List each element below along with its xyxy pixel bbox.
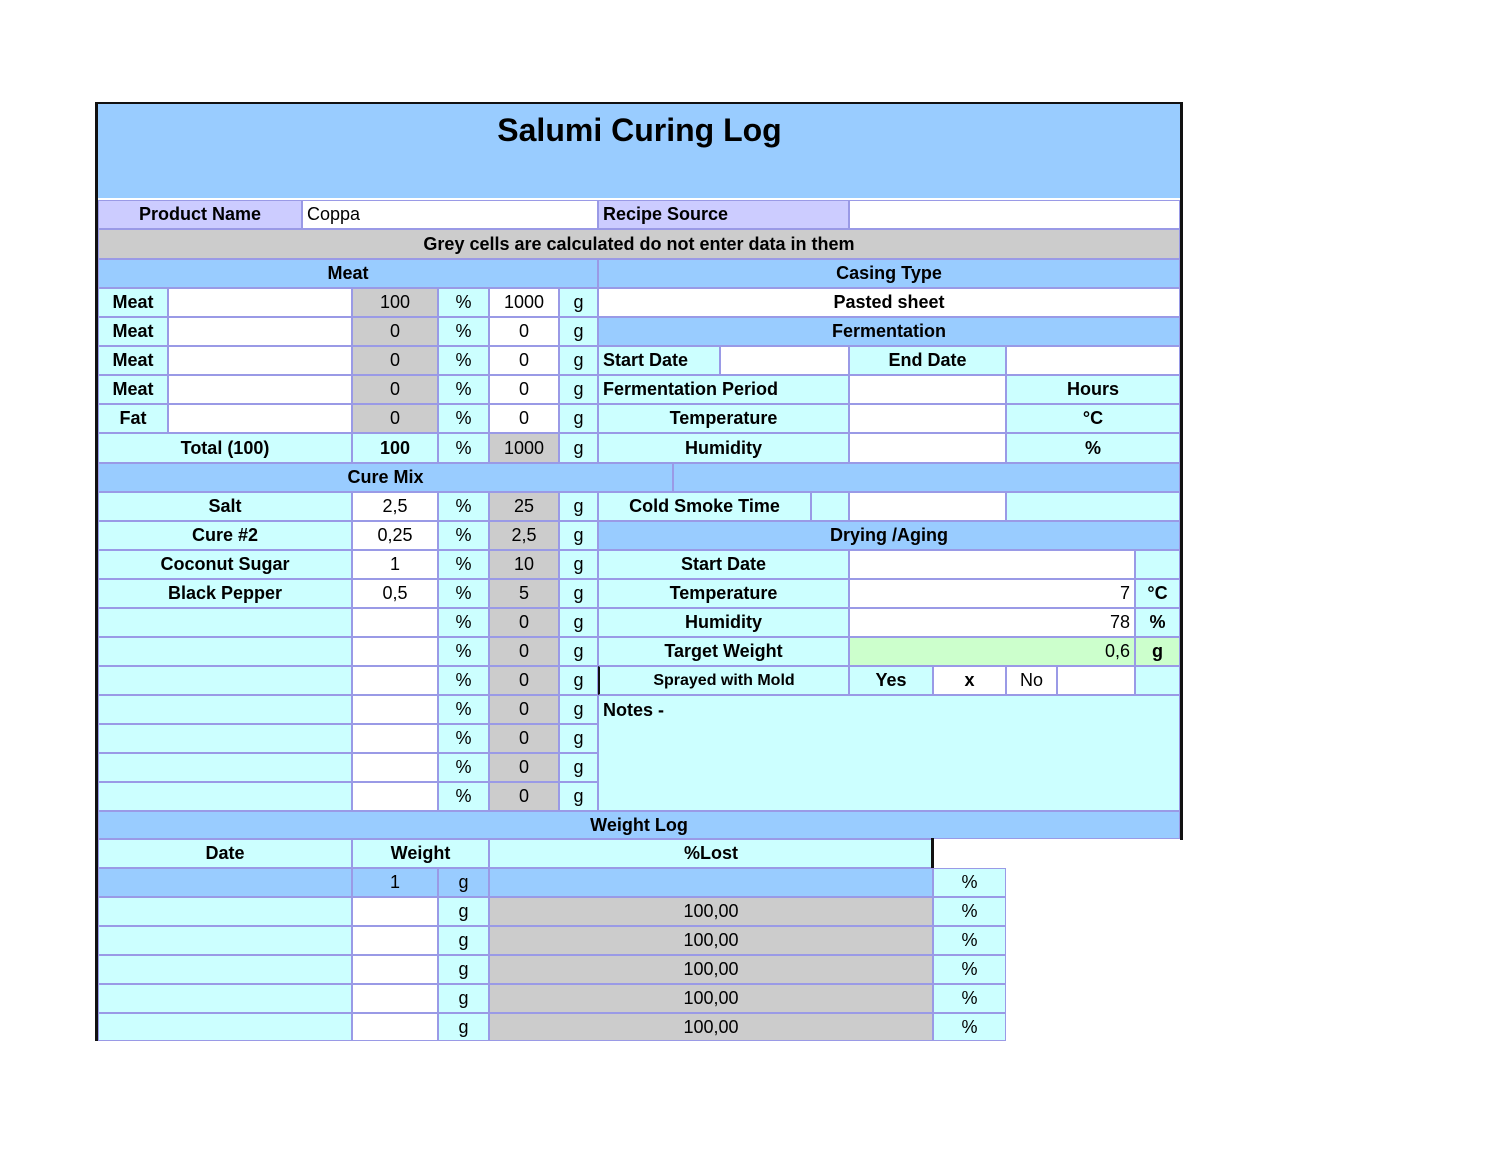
- cure-row-label-input[interactable]: [98, 753, 352, 782]
- cure-row-percent-input[interactable]: 1: [352, 550, 438, 579]
- cure-row-label-input[interactable]: [98, 724, 352, 753]
- fat-row-grams-input[interactable]: 0: [489, 404, 559, 433]
- fermentation-header: Fermentation: [598, 317, 1180, 346]
- weight-log-date-input[interactable]: [98, 955, 352, 984]
- percent-unit: %: [438, 317, 489, 346]
- drying-temperature-label: Temperature: [598, 579, 849, 608]
- weight-log-date-input[interactable]: [98, 897, 352, 926]
- cure-row-grams: 0: [489, 782, 559, 811]
- weight-log-weight-input[interactable]: [352, 984, 438, 1013]
- gram-unit: g: [559, 317, 598, 346]
- cure-row-percent-input[interactable]: [352, 637, 438, 666]
- cure-row-label: Salt: [98, 492, 352, 521]
- fat-row-name-input[interactable]: [168, 404, 352, 433]
- mold-no-label: No: [1006, 666, 1057, 695]
- fermentation-humidity-label: Humidity: [598, 433, 849, 463]
- sheet-left-border: [95, 102, 98, 1041]
- fermentation-temperature-input[interactable]: [849, 404, 1006, 433]
- cure-row-percent-input[interactable]: [352, 695, 438, 724]
- target-weight-value: 0,6: [849, 637, 1135, 666]
- percent-unit: %: [438, 695, 489, 724]
- cure-row-label-input[interactable]: [98, 608, 352, 637]
- meat-row-grams-input[interactable]: 0: [489, 375, 559, 404]
- fermentation-start-date-label: Start Date: [598, 346, 720, 375]
- fermentation-period-input[interactable]: [849, 375, 1006, 404]
- fermentation-end-date-input[interactable]: [1006, 346, 1180, 375]
- cure-row-label: Coconut Sugar: [98, 550, 352, 579]
- meat-row-label: Meat: [98, 346, 168, 375]
- percent-unit: %: [438, 666, 489, 695]
- weight-log-lost-value: [489, 868, 933, 897]
- percent-unit: %: [438, 288, 489, 317]
- gram-unit: g: [438, 1013, 489, 1041]
- fermentation-start-date-input[interactable]: [720, 346, 849, 375]
- gram-unit: g: [559, 550, 598, 579]
- weight-log-weight-input[interactable]: [352, 926, 438, 955]
- recipe-source-label: Recipe Source: [598, 200, 849, 229]
- target-weight-label: Target Weight: [598, 637, 849, 666]
- gram-unit: g: [559, 695, 598, 724]
- sheet-right-border: [1180, 102, 1183, 840]
- drying-humidity-input[interactable]: 78: [849, 608, 1135, 637]
- gram-unit: g: [559, 608, 598, 637]
- mold-spacer: [1135, 666, 1180, 695]
- fermentation-period-label: Fermentation Period: [598, 375, 849, 404]
- meat-row-label: Meat: [98, 317, 168, 346]
- cure-row-percent-input[interactable]: 0,5: [352, 579, 438, 608]
- gram-unit: g: [559, 724, 598, 753]
- meat-row-name-input[interactable]: [168, 288, 352, 317]
- drying-aging-header: Drying /Aging: [598, 521, 1180, 550]
- cure-row-grams: 25: [489, 492, 559, 521]
- gram-unit: g: [559, 666, 598, 695]
- gram-unit: g: [559, 579, 598, 608]
- meat-row-name-input[interactable]: [168, 317, 352, 346]
- gram-unit: g: [559, 288, 598, 317]
- drying-humidity-label: Humidity: [598, 608, 849, 637]
- meat-row-grams-input[interactable]: 0: [489, 346, 559, 375]
- celsius-unit: °C: [1006, 404, 1180, 433]
- cure-row-grams: 0: [489, 724, 559, 753]
- cure-row-percent-input[interactable]: [352, 608, 438, 637]
- total-grams: 1000: [489, 433, 559, 463]
- cure-row-grams: 0: [489, 666, 559, 695]
- gram-unit: g: [438, 984, 489, 1013]
- percent-unit: %: [933, 926, 1006, 955]
- cure-row-grams: 0: [489, 695, 559, 724]
- fermentation-temperature-label: Temperature: [598, 404, 849, 433]
- gram-unit: g: [559, 782, 598, 811]
- hours-unit: Hours: [1006, 375, 1180, 404]
- cure-row-percent-input[interactable]: [352, 666, 438, 695]
- humidity-percent-unit: %: [1135, 608, 1180, 637]
- cure-row-label-input[interactable]: [98, 666, 352, 695]
- weight-log-lost-header: %Lost: [489, 839, 933, 868]
- gram-unit: g: [559, 521, 598, 550]
- gram-unit: g: [559, 404, 598, 433]
- total-percent: 100: [352, 433, 438, 463]
- percent-unit: %: [438, 782, 489, 811]
- weight-log-date-header: Date: [98, 839, 352, 868]
- cure-row-percent-input[interactable]: [352, 782, 438, 811]
- fermentation-end-date-label: End Date: [849, 346, 1006, 375]
- percent-unit: %: [438, 637, 489, 666]
- percent-unit: %: [438, 608, 489, 637]
- meat-row-label: Meat: [98, 375, 168, 404]
- fat-row-percent: 0: [352, 404, 438, 433]
- cold-smoke-spacer: [811, 492, 849, 521]
- cold-smoke-unit-cell: [1006, 492, 1180, 521]
- weight-log-weight-input[interactable]: [352, 1013, 438, 1041]
- gram-unit: g: [559, 346, 598, 375]
- percent-unit: %: [933, 955, 1006, 984]
- percent-unit: %: [933, 868, 1006, 897]
- weight-log-date-input[interactable]: [98, 1013, 352, 1041]
- fermentation-humidity-input[interactable]: [849, 433, 1006, 463]
- percent-unit: %: [438, 433, 489, 463]
- weight-log-date-input[interactable]: [98, 984, 352, 1013]
- percent-unit: %: [438, 521, 489, 550]
- drying-start-date-label: Start Date: [598, 550, 849, 579]
- cure-row-grams: 0: [489, 608, 559, 637]
- percent-unit: %: [438, 724, 489, 753]
- meat-row-name-input[interactable]: [168, 375, 352, 404]
- cure-row-label: Black Pepper: [98, 579, 352, 608]
- cure-row-label-input[interactable]: [98, 695, 352, 724]
- cold-smoke-time-label: Cold Smoke Time: [598, 492, 811, 521]
- percent-unit: %: [933, 897, 1006, 926]
- meat-row-label: Meat: [98, 288, 168, 317]
- drying-start-date-unit-cell: [1135, 550, 1180, 579]
- casing-type-input[interactable]: Pasted sheet: [598, 288, 1180, 317]
- grey-cells-note: Grey cells are calculated do not enter data in them: [98, 229, 1180, 259]
- percent-unit: %: [438, 492, 489, 521]
- weight-log-weight-input[interactable]: [352, 955, 438, 984]
- cure-row-grams: 0: [489, 753, 559, 782]
- weight-log-divider: [931, 838, 934, 868]
- gram-unit: g: [438, 955, 489, 984]
- sprayed-with-mold-label: Sprayed with Mold: [598, 666, 849, 695]
- cure-row-percent-input[interactable]: 0,25: [352, 521, 438, 550]
- meat-row-percent: 0: [352, 317, 438, 346]
- meat-row-percent: 0: [352, 346, 438, 375]
- weight-log-lost-value: 100,00: [489, 926, 933, 955]
- meat-row-grams-input[interactable]: 1000: [489, 288, 559, 317]
- drying-start-date-input[interactable]: [849, 550, 1135, 579]
- weight-log-weight-input[interactable]: 1: [352, 868, 438, 897]
- mold-no-checkbox[interactable]: [1057, 666, 1135, 695]
- weight-log-date-input[interactable]: [98, 926, 352, 955]
- gram-unit: g: [559, 433, 598, 463]
- percent-unit: %: [438, 579, 489, 608]
- product-name-input[interactable]: Coppa: [302, 200, 598, 229]
- sheet-title: Salumi Curing Log: [96, 102, 1183, 198]
- humidity-percent-unit: %: [1006, 433, 1180, 463]
- cure-row-grams: 0: [489, 637, 559, 666]
- percent-unit: %: [438, 375, 489, 404]
- cure-row-grams: 5: [489, 579, 559, 608]
- weight-log-header: Weight Log: [98, 811, 1180, 839]
- product-name-label: Product Name: [98, 200, 302, 229]
- percent-unit: %: [933, 984, 1006, 1013]
- meat-row-grams-input[interactable]: 0: [489, 317, 559, 346]
- celsius-unit: °C: [1135, 579, 1180, 608]
- weight-log-lost-value: 100,00: [489, 984, 933, 1013]
- gram-unit: g: [438, 926, 489, 955]
- mold-yes-checkbox[interactable]: x: [933, 666, 1006, 695]
- total-label: Total (100): [98, 433, 352, 463]
- cure-row-percent-input[interactable]: [352, 724, 438, 753]
- header-spacer: [673, 463, 1180, 492]
- cure-row-percent-input[interactable]: [352, 753, 438, 782]
- weight-log-lost-value: 100,00: [489, 897, 933, 926]
- gram-unit: g: [438, 897, 489, 926]
- cold-smoke-time-input[interactable]: [849, 492, 1006, 521]
- cure-row-label-input[interactable]: [98, 782, 352, 811]
- weight-log-date-input[interactable]: [98, 868, 352, 897]
- cure-row-label: Cure #2: [98, 521, 352, 550]
- fat-row-label: Fat: [98, 404, 168, 433]
- gram-unit: g: [559, 375, 598, 404]
- recipe-source-input[interactable]: [849, 200, 1180, 229]
- weight-log-weight-header: Weight: [352, 839, 489, 868]
- percent-unit: %: [438, 346, 489, 375]
- target-weight-unit: g: [1135, 637, 1180, 666]
- gram-unit: g: [559, 753, 598, 782]
- cure-row-label-input[interactable]: [98, 637, 352, 666]
- weight-log-weight-input[interactable]: [352, 897, 438, 926]
- cure-row-percent-input[interactable]: 2,5: [352, 492, 438, 521]
- cure-row-grams: 2,5: [489, 521, 559, 550]
- drying-temperature-input[interactable]: 7: [849, 579, 1135, 608]
- gram-unit: g: [559, 637, 598, 666]
- mold-yes-label: Yes: [849, 666, 933, 695]
- percent-unit: %: [933, 1013, 1006, 1041]
- casing-type-header: Casing Type: [598, 259, 1180, 288]
- notes-area[interactable]: Notes -: [598, 695, 1180, 811]
- weight-log-lost-value: 100,00: [489, 1013, 933, 1041]
- meat-row-percent: 0: [352, 375, 438, 404]
- gram-unit: g: [559, 492, 598, 521]
- percent-unit: %: [438, 753, 489, 782]
- meat-row-percent: 100: [352, 288, 438, 317]
- percent-unit: %: [438, 550, 489, 579]
- gram-unit: g: [438, 868, 489, 897]
- percent-unit: %: [438, 404, 489, 433]
- cure-row-grams: 10: [489, 550, 559, 579]
- meat-row-name-input[interactable]: [168, 346, 352, 375]
- meat-header: Meat: [98, 259, 598, 288]
- weight-log-lost-value: 100,00: [489, 955, 933, 984]
- cure-mix-header: Cure Mix: [98, 463, 673, 492]
